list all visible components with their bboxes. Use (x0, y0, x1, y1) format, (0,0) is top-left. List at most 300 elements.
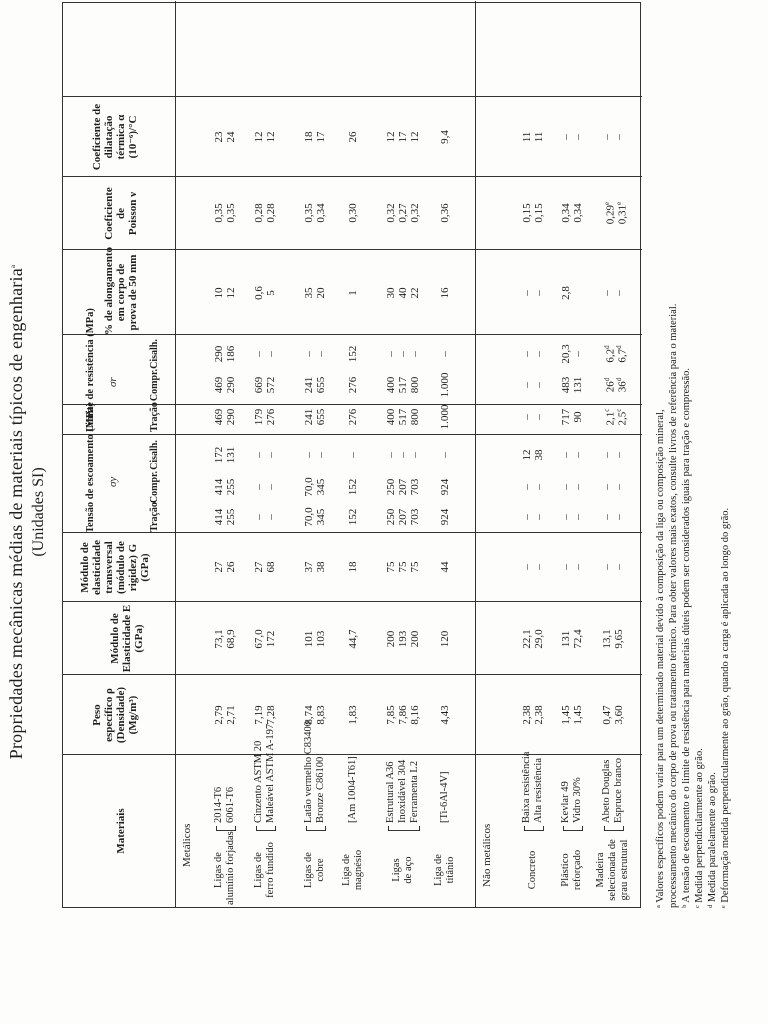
cell-value: – (560, 134, 572, 140)
cell-alpha (397, 117, 409, 157)
cell-value: – (572, 134, 584, 140)
header-modulus-g: transversal (103, 541, 115, 594)
cell-poisson (225, 193, 237, 233)
cell-value: – (265, 514, 277, 520)
cell-footnote-mark: e (603, 201, 611, 205)
cell-value: 12 (521, 449, 533, 461)
cell-value: 255 (225, 508, 237, 526)
cell-value: – (253, 351, 265, 357)
cell-value: 103 (315, 630, 327, 648)
material-name: Alta resistência (533, 757, 544, 823)
cell-value: – (601, 514, 613, 520)
cell-value: 131 (225, 446, 237, 464)
cell-elong (265, 273, 277, 313)
material-name: Cinzento ASTM 20 (253, 740, 264, 823)
header-ultimate-symbol: σr (107, 377, 119, 387)
cell-e (601, 619, 613, 659)
cell-value: – (253, 452, 265, 458)
cell-density (397, 695, 409, 735)
cell-alpha (225, 117, 237, 157)
cell-value: 186 (225, 345, 237, 363)
cell-g (253, 547, 265, 587)
cell-elong (385, 273, 397, 313)
cell-value: 9,65 (613, 629, 625, 649)
cell-value: – (397, 452, 409, 458)
cell-density (439, 695, 451, 735)
header-thermal: (10⁻⁶)/°C (127, 115, 139, 159)
cell-value: – (253, 514, 265, 520)
cell-value: 16 (439, 287, 451, 299)
cell-poisson (253, 193, 265, 233)
cell-us (253, 334, 265, 374)
cell-value: – (560, 452, 572, 458)
cell-value: – (533, 414, 545, 420)
cell-value: – (533, 382, 545, 388)
cell-ys (265, 435, 277, 475)
cell-value: 12 (225, 287, 237, 299)
cell-value: 0,31 (616, 204, 629, 225)
cell-alpha (409, 117, 421, 157)
cell-density (213, 695, 225, 735)
cell-ys (347, 435, 359, 475)
cell-value: 23 (213, 131, 225, 143)
cell-elong (613, 273, 625, 313)
material-name: Inoxidável 304 (397, 759, 408, 823)
cell-value: 0,35 (303, 203, 315, 223)
cell-us (347, 334, 359, 374)
cell-value: – (347, 452, 359, 458)
cell-us (315, 334, 327, 374)
cell-value: 8,16 (409, 705, 421, 725)
group-label: Ligas de (213, 852, 224, 888)
cell-value: 345 (315, 478, 327, 496)
cell-value: 22 (409, 287, 421, 299)
cell-poisson (397, 193, 409, 233)
cell-value: 0,32 (409, 203, 421, 223)
cell-e (385, 619, 397, 659)
cell-e (347, 619, 359, 659)
cell-value: – (303, 452, 315, 458)
cell-alpha (213, 117, 225, 157)
cell-g (225, 547, 237, 587)
cell-value: – (409, 351, 421, 357)
cell-value: 1,45 (560, 705, 572, 725)
cell-alpha (385, 117, 397, 157)
cell-ys (560, 435, 572, 475)
cell-value: – (613, 290, 625, 296)
group-label: titânio (445, 856, 456, 884)
group-label: ferro fundido (265, 842, 276, 898)
cell-density (560, 695, 572, 735)
header-thermal: térmica α (115, 114, 127, 160)
group-bracket (388, 826, 420, 831)
cell-value: 17 (397, 131, 409, 143)
group-bracket (524, 826, 544, 831)
cell-e (213, 619, 225, 659)
cell-poisson (347, 193, 359, 233)
cell-value: – (572, 484, 584, 490)
cell-value: 717 (560, 408, 572, 426)
cell-value: 38 (315, 561, 327, 573)
cell-density (303, 695, 315, 735)
cell-ys (601, 435, 613, 475)
group-bracket (256, 826, 276, 831)
cell-value: 0,32 (385, 203, 397, 223)
cell-g (213, 547, 225, 587)
header-divider (175, 1, 176, 907)
cell-value: – (572, 564, 584, 570)
cell-elong (315, 273, 327, 313)
cell-poisson (303, 193, 315, 233)
cell-us (397, 334, 409, 374)
cell-alpha (533, 117, 545, 157)
cell-value: – (409, 452, 421, 458)
cell-ys (253, 435, 265, 475)
cell-g (533, 547, 545, 587)
cell-value: 0,34 (572, 203, 584, 223)
cell-value: 7,86 (397, 705, 409, 725)
cell-value: – (533, 290, 545, 296)
cell-value: 703 (409, 508, 421, 526)
cell-e (225, 619, 237, 659)
group-label: selecionada de (607, 839, 618, 901)
header-ultimate: Limite de resistência (MPa) (85, 308, 96, 432)
cell-alpha (613, 117, 625, 157)
cell-ys (213, 435, 225, 475)
cell-value: – (613, 452, 625, 458)
column-divider (63, 674, 642, 675)
cell-alpha (315, 117, 327, 157)
cell-value: 200 (385, 630, 397, 648)
cell-footnote-mark: e (615, 201, 623, 205)
cell-value: – (303, 351, 315, 357)
cell-ys (533, 435, 545, 475)
header-density: (Densidade) (115, 686, 127, 744)
cell-value: 152 (347, 508, 359, 526)
header-yield-symbol: σy (107, 476, 119, 487)
cell-value: 483 (560, 376, 572, 394)
cell-value: – (560, 484, 572, 490)
material-name: Abeto Douglas (601, 759, 612, 823)
cell-value: 101 (303, 630, 315, 648)
group-label: cobre (315, 858, 326, 882)
cell-ys (225, 435, 237, 475)
cell-alpha (572, 117, 584, 157)
header-sub-ut: Tração (149, 402, 160, 432)
cell-value: – (253, 484, 265, 490)
footnote-line: ᵇ A tensão de escoamento e o limite de resistência para materiais dúteis podem ser considerados iguais para tração e compressão. (681, 367, 692, 908)
cell-value: 6,7 (616, 348, 629, 363)
cell-density (253, 695, 265, 735)
cell-value: 0,36 (439, 203, 451, 223)
cell-value: 572 (265, 376, 277, 394)
cell-value: 70,0 (303, 507, 315, 527)
cell-value: – (385, 351, 397, 357)
cell-value: – (613, 564, 625, 570)
cell-poisson (265, 193, 277, 233)
header-modulus-g: (GPa) (139, 553, 151, 582)
cell-e (315, 619, 327, 659)
cell-value: 75 (397, 561, 409, 573)
cell-value: 18 (303, 131, 315, 143)
header-modulus-g: elasticidade (91, 540, 103, 595)
footnote-line: ᵃ Valores específicos podem variar para um determinado material devido à composição da liga ou composição mineral, (655, 409, 666, 908)
cell-value: 0,34 (315, 203, 327, 223)
cell-density (315, 695, 327, 735)
cell-e (572, 619, 584, 659)
cell-value: 7,85 (385, 705, 397, 725)
cell-poisson (439, 193, 451, 233)
cell-value: 26 (347, 131, 359, 143)
cell-value: 345 (315, 508, 327, 526)
section-nonmetallic: Não metálicos (481, 823, 493, 887)
header-poisson: Coeficiente (103, 187, 115, 240)
cell-density (613, 695, 625, 735)
cell-value: – (560, 564, 572, 570)
cell-elong (253, 273, 265, 313)
cell-value: – (613, 514, 625, 520)
cell-value: – (533, 351, 545, 357)
cell-value: 11 (521, 131, 533, 143)
cell-alpha (303, 117, 315, 157)
cell-poisson (409, 193, 421, 233)
header-materials: Materiais (115, 808, 127, 854)
cell-density (225, 695, 237, 735)
cell-value: – (265, 452, 277, 458)
cell-value: – (533, 514, 545, 520)
cell-value: 7,19 (253, 705, 265, 725)
cell-density (409, 695, 421, 735)
cell-value: 924 (439, 478, 451, 496)
cell-poisson (213, 193, 225, 233)
header-density: específico ρ (103, 688, 115, 742)
cell-value: 5 (265, 290, 277, 296)
group-label: Plástico (560, 853, 571, 887)
header-sub-ys: Cisalh. (149, 440, 160, 470)
cell-alpha (601, 117, 613, 157)
cell-e (560, 619, 572, 659)
cell-elong (439, 273, 451, 313)
header-yield: Tensão de escoamento (MPa) (85, 403, 96, 533)
cell-ys (397, 435, 409, 475)
group-bracket (306, 826, 326, 831)
material-name: Espruce branco (613, 757, 624, 823)
cell-alpha (347, 117, 359, 157)
material-name: 6061-T6 (225, 786, 236, 823)
header-modulus-g: rigidez) G (127, 543, 139, 592)
cell-value: 20,3 (560, 344, 572, 364)
cell-value: – (572, 514, 584, 520)
header-modulus-e: Elasticidade E (121, 604, 133, 673)
material-name: [Ti-6Al-4V] (439, 771, 450, 823)
cell-value: 0,47 (601, 705, 613, 725)
cell-value: 0,35 (213, 203, 225, 223)
cell-value: 18 (347, 561, 359, 573)
group-label: Ligas (391, 858, 402, 882)
header-density: (Mg/m³) (127, 695, 139, 735)
cell-value: 29,0 (533, 629, 545, 649)
cell-value: 0,28 (253, 203, 265, 223)
cell-value: 12 (253, 131, 265, 143)
footnote-line: ᵈ Medida paralelamente ao grão. (707, 772, 718, 908)
cell-e (303, 619, 315, 659)
cell-value: 669 (253, 376, 265, 394)
cell-value: 400 (385, 408, 397, 426)
cell-value: 207 (397, 478, 409, 496)
cell-g (347, 547, 359, 587)
header-poisson: de (115, 208, 127, 219)
cell-value: 2,1 (604, 411, 617, 426)
cell-footnote-mark: d (615, 377, 623, 382)
cell-value: 8,83 (315, 705, 327, 725)
cell-value: – (385, 452, 397, 458)
cell-alpha (521, 117, 533, 157)
cell-value: 207 (397, 508, 409, 526)
cell-value: – (601, 134, 613, 140)
cell-value: 26 (225, 561, 237, 573)
cell-value: 37 (303, 561, 315, 573)
header-thermal: Coeficiente de (91, 103, 103, 171)
cell-g (385, 547, 397, 587)
cell-value: 800 (409, 408, 421, 426)
cell-value: – (439, 351, 451, 357)
cell-value: 68 (265, 561, 277, 573)
cell-value: 12 (265, 131, 277, 143)
cell-value: – (265, 484, 277, 490)
cell-value: – (397, 351, 409, 357)
group-label: reforçado (572, 849, 583, 891)
cell-value: 152 (347, 478, 359, 496)
header-elongation: % de alongamento (103, 247, 115, 335)
cell-density (601, 695, 613, 735)
cell-poisson (521, 193, 533, 233)
cell-density (533, 695, 545, 735)
cell-us (613, 334, 629, 374)
cell-value: 0,29 (604, 204, 617, 225)
material-name: Bronze C86100 (315, 756, 326, 823)
cell-elong (347, 273, 359, 313)
cell-value: 2,71 (225, 705, 237, 725)
cell-g (409, 547, 421, 587)
header-modulus-e: Módulo de (109, 613, 121, 664)
cell-poisson (533, 193, 545, 233)
cell-us (572, 334, 584, 374)
cell-value: 7,28 (265, 705, 277, 725)
cell-value: 469 (213, 376, 225, 394)
cell-ys (613, 435, 625, 475)
cell-value: 0,34 (560, 203, 572, 223)
cell-value: 44,7 (347, 629, 359, 649)
cell-value: 655 (315, 376, 327, 394)
cell-elong (601, 273, 613, 313)
cell-value: 276 (347, 408, 359, 426)
cell-value: 40 (397, 287, 409, 299)
footnote-line: ᶜ Medida perpendicularmente ao grão. (694, 748, 705, 908)
cell-value: 12 (409, 131, 421, 143)
cell-g (560, 547, 572, 587)
cell-alpha (439, 117, 451, 157)
cell-value: 13,1 (601, 629, 613, 649)
cell-value: 1.000 (439, 372, 451, 398)
cell-value: 27 (253, 561, 265, 573)
cell-value: 131 (560, 630, 572, 648)
material-name: Baixa resistência (521, 751, 532, 823)
cell-value: 17 (315, 131, 327, 143)
cell-value: 120 (439, 630, 451, 648)
header-thermal: dilatação (103, 115, 115, 159)
cell-value: – (439, 452, 451, 458)
cell-elong (225, 273, 237, 313)
cell-density (521, 695, 533, 735)
cell-value: 414 (213, 508, 225, 526)
section-divider (475, 1, 476, 907)
cell-value: 0,15 (521, 203, 533, 223)
cell-g (397, 547, 409, 587)
material-name: Ferramenta L2 (409, 760, 420, 823)
cell-e (533, 619, 545, 659)
cell-footnote-mark: c (603, 408, 611, 412)
cell-value: 241 (303, 408, 315, 426)
group-label: Liga de (341, 854, 352, 886)
cell-value: – (521, 484, 533, 490)
cell-value: 250 (385, 508, 397, 526)
cell-value: 2,8 (560, 286, 572, 300)
cell-value: 8,74 (303, 705, 315, 725)
group-bracket (216, 826, 236, 831)
cell-g (315, 547, 327, 587)
cell-value: 255 (225, 478, 237, 496)
cell-ys (315, 435, 327, 475)
cell-value: 800 (409, 376, 421, 394)
cell-e (439, 619, 451, 659)
footnote-line: ᵉ Deformação medida perpendicularmente ao grão, quando a carga é aplicada ao longo do grão. (720, 507, 731, 908)
cell-value: – (521, 351, 533, 357)
cell-ys (521, 435, 533, 475)
cell-value: 517 (397, 408, 409, 426)
header-sub-yc: Compr. (149, 470, 160, 504)
cell-us (409, 334, 421, 374)
cell-value: 2,79 (213, 705, 225, 725)
cell-value: 400 (385, 376, 397, 394)
cell-value: 924 (439, 508, 451, 526)
header-modulus-g: Módulo de (79, 542, 91, 593)
cell-value: – (572, 351, 584, 357)
cell-us (521, 334, 533, 374)
column-divider (63, 176, 642, 177)
cell-value: 517 (397, 376, 409, 394)
cell-value: – (572, 452, 584, 458)
cell-g (601, 547, 613, 587)
cell-value: 26 (604, 381, 617, 393)
cell-value: – (601, 290, 613, 296)
cell-value: – (601, 564, 613, 570)
material-name: 2014-T6 (213, 786, 224, 823)
cell-value: 67,0 (253, 629, 265, 649)
cell-value: – (521, 564, 533, 570)
cell-e (613, 619, 625, 659)
cell-us (225, 334, 237, 374)
group-label: Concreto (527, 850, 538, 890)
cell-us (533, 334, 545, 374)
cell-poisson (315, 193, 327, 233)
cell-value: 3,60 (613, 705, 625, 725)
group-label: Madeira (595, 852, 606, 888)
cell-us (439, 334, 451, 374)
cell-value: 75 (409, 561, 421, 573)
cell-footnote-mark: d (603, 377, 611, 382)
cell-value: 1.000 (439, 404, 451, 430)
cell-poisson (613, 193, 629, 233)
